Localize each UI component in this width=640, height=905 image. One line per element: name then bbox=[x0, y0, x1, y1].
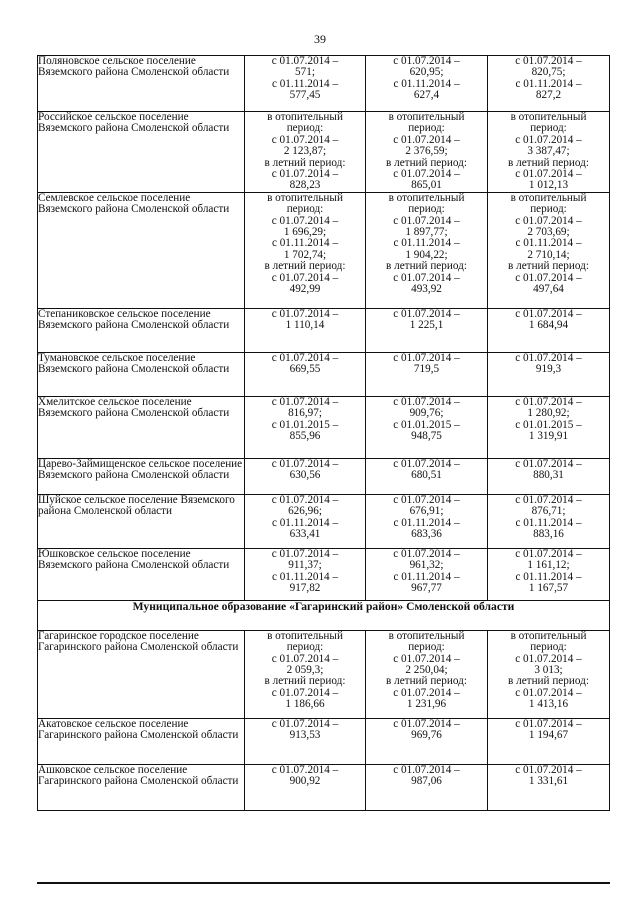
tariff-table-body bbox=[38, 56, 610, 811]
tariff-line: 2 710,14; bbox=[527, 248, 570, 261]
table-row bbox=[38, 630, 610, 718]
table-row bbox=[38, 458, 610, 494]
tariff-line: в летний период: bbox=[508, 156, 589, 169]
tariff-cell-col2 bbox=[366, 308, 488, 352]
tariff-line: 948,75 bbox=[411, 430, 442, 443]
tariff-cell-col3 bbox=[488, 764, 610, 810]
tariff-line: с 01.07.2014 – bbox=[393, 652, 460, 665]
tariff-line: в отопительный bbox=[267, 629, 343, 642]
tariff-line: период: bbox=[530, 641, 567, 654]
settlement-name: Поляновское сельское поселение Вяземского района Смоленской области bbox=[38, 56, 245, 112]
settlement-name: Тумановское сельское поселение Вяземского района Смоленской области bbox=[38, 352, 245, 396]
tariff-line: с 01.07.2014 – bbox=[393, 271, 460, 284]
tariff-line: период: bbox=[408, 122, 445, 135]
settlement-name: Шуйское сельское поселение Вяземского района Смоленской области bbox=[38, 494, 245, 548]
tariff-line: с 01.11.2014 – bbox=[271, 77, 339, 90]
tariff-cell-col3 bbox=[488, 718, 610, 764]
tariff-line: с 01.07.2014 – bbox=[271, 133, 339, 146]
tariff-line: в отопительный bbox=[388, 191, 465, 204]
tariff-line: 627,4 bbox=[413, 89, 440, 102]
table-row bbox=[38, 764, 610, 810]
tariff-line: период: bbox=[286, 122, 324, 135]
table-row bbox=[38, 308, 610, 352]
tariff-line: с 01.07.2014 – bbox=[271, 307, 339, 320]
table-row bbox=[38, 396, 610, 458]
page-number: 39 bbox=[314, 32, 326, 46]
tariff-line: с 01.07.2014 – bbox=[271, 395, 339, 408]
tariff-line: с 01.07.2014 – bbox=[393, 686, 460, 699]
tariff-cell-col2 bbox=[366, 352, 488, 396]
tariff-cell-col2 bbox=[366, 718, 488, 764]
tariff-cell-col1 bbox=[245, 718, 366, 764]
tariff-line: в летний период: bbox=[386, 260, 467, 273]
tariff-line: 1 904,22; bbox=[405, 248, 448, 261]
tariff-line: с 01.11.2014 – bbox=[271, 516, 339, 529]
tariff-cell-col1 bbox=[245, 112, 366, 193]
tariff-line: с 01.07.2014 – bbox=[515, 717, 582, 730]
tariff-cell-col1 bbox=[245, 494, 366, 548]
tariff-line: 1 167,57 bbox=[528, 582, 569, 595]
tariff-line: с 01.07.2014 – bbox=[515, 547, 582, 560]
tariff-line: с 01.07.2014 – bbox=[515, 652, 582, 665]
tariff-cell-col1 bbox=[245, 352, 366, 396]
settlement-name: Юшковское сельское поселение Вяземского района Смоленской области bbox=[38, 548, 245, 600]
tariff-line: с 01.07.2014 – bbox=[271, 457, 339, 470]
tariff-line: 1 897,77; bbox=[405, 226, 448, 239]
tariff-cell-col1 bbox=[245, 764, 366, 810]
tariff-line: с 01.07.2014 – bbox=[271, 55, 339, 67]
tariff-line: 2 059,3; bbox=[286, 664, 324, 677]
tariff-line: период: bbox=[408, 203, 445, 216]
tariff-line: 577,45 bbox=[289, 89, 321, 102]
tariff-cell-col2 bbox=[366, 494, 488, 548]
tariff-line: 1 331,61 bbox=[528, 775, 569, 788]
table-row bbox=[38, 718, 610, 764]
tariff-line: 828,23 bbox=[289, 179, 321, 192]
tariff-cell-col1 bbox=[245, 56, 366, 112]
tariff-line: с 01.07.2014 – bbox=[271, 547, 339, 560]
tariff-cell-col3 bbox=[488, 548, 610, 600]
tariff-line: 855,96 bbox=[289, 430, 321, 443]
tariff-line: 1 684,94 bbox=[528, 319, 569, 332]
tariff-cell-col2 bbox=[366, 56, 488, 112]
tariff-line: 620,95; bbox=[409, 66, 444, 79]
tariff-line: 911,37; bbox=[288, 559, 322, 572]
tariff-line: с 01.07.2014 – bbox=[515, 307, 582, 320]
tariff-line: 1 231,96 bbox=[406, 698, 447, 711]
tariff-line: 969,76 bbox=[411, 729, 442, 742]
tariff-line: в отопительный bbox=[388, 629, 465, 642]
tariff-line: с 01.07.2014 – bbox=[515, 457, 582, 470]
tariff-line: 967,77 bbox=[411, 582, 442, 595]
tariff-line: 571; bbox=[295, 66, 315, 79]
settlement-name: Царево-Займищенское сельское поселение Вяземского района Смоленской области bbox=[38, 458, 245, 494]
tariff-line: с 01.11.2014 – bbox=[271, 570, 339, 583]
tariff-line: 683,36 bbox=[411, 528, 442, 541]
settlement-name: Акатовское сельское поселение Гагаринского района Смоленской области bbox=[38, 718, 245, 764]
tariff-line: 827,2 bbox=[535, 89, 562, 102]
tariff-line: в летний период: bbox=[264, 156, 346, 169]
tariff-line: 820,75; bbox=[531, 66, 566, 79]
tariff-line: с 01.07.2014 – bbox=[271, 717, 339, 730]
tariff-line: с 01.07.2014 – bbox=[515, 133, 582, 146]
tariff-line: в отопительный bbox=[267, 191, 343, 204]
table-row bbox=[38, 352, 610, 396]
tariff-line: период: bbox=[286, 203, 324, 216]
tariff-line: 1 702,74; bbox=[283, 248, 327, 261]
table-row bbox=[38, 112, 610, 193]
tariff-cell-col3 bbox=[488, 458, 610, 494]
tariff-line: 880,31 bbox=[533, 469, 564, 482]
settlement-name: Хмелитское сельское поселение Вяземского района Смоленской области bbox=[38, 396, 245, 458]
tariff-line: 1 696,29; bbox=[283, 226, 327, 239]
tariff-line: период: bbox=[408, 641, 445, 654]
tariff-line: 909,76; bbox=[409, 407, 444, 420]
tariff-line: с 01.07.2014 – bbox=[393, 395, 460, 408]
footer-rule bbox=[37, 882, 610, 884]
tariff-line: 865,01 bbox=[411, 179, 442, 192]
tariff-line: 919,3 bbox=[535, 363, 562, 376]
tariff-line: 719,5 bbox=[413, 363, 440, 376]
tariff-line: с 01.07.2014 – bbox=[393, 168, 460, 181]
tariff-cell-col2 bbox=[366, 458, 488, 494]
tariff-line: с 01.07.2014 – bbox=[515, 395, 582, 408]
tariff-cell-col1 bbox=[245, 308, 366, 352]
tariff-line: с 01.11.2014 – bbox=[515, 77, 582, 90]
tariff-line: 1 161,12; bbox=[527, 559, 570, 572]
tariff-cell-col2 bbox=[366, 396, 488, 458]
tariff-line: в летний период: bbox=[508, 260, 589, 273]
tariff-line: с 01.07.2014 – bbox=[271, 168, 339, 181]
tariff-line: с 01.07.2014 – bbox=[393, 547, 460, 560]
tariff-line: с 01.07.2014 – bbox=[271, 351, 339, 364]
tariff-line: с 01.07.2014 – bbox=[271, 686, 339, 699]
tariff-line: с 01.07.2014 – bbox=[271, 652, 339, 665]
tariff-line: с 01.01.2015 – bbox=[393, 418, 460, 431]
tariff-line: с 01.07.2014 – bbox=[393, 214, 460, 227]
tariff-line: 900,92 bbox=[289, 775, 321, 788]
tariff-line: в отопительный bbox=[388, 111, 465, 123]
tariff-line: 1 413,16 bbox=[528, 698, 569, 711]
tariff-line: с 01.07.2014 – bbox=[393, 351, 460, 364]
tariff-cell-col2 bbox=[366, 630, 488, 718]
settlement-name: Степаниковское сельское поселение Вяземского района Смоленской области bbox=[38, 308, 245, 352]
tariff-line: 816,97; bbox=[288, 407, 322, 420]
tariff-line: 626,96; bbox=[288, 505, 322, 518]
tariff-cell-col1 bbox=[245, 630, 366, 718]
settlement-name: Российское сельское поселение Вяземского района Смоленской области bbox=[38, 112, 245, 193]
tariff-line: период: bbox=[530, 122, 567, 135]
tariff-cell-col3 bbox=[488, 630, 610, 718]
tariff-line: с 01.07.2014 – bbox=[271, 214, 339, 227]
section-header-row bbox=[38, 600, 610, 630]
table-row bbox=[38, 548, 610, 600]
tariff-line: с 01.07.2014 – bbox=[515, 351, 582, 364]
tariff-line: 630,56 bbox=[289, 469, 321, 482]
tariff-line: с 01.11.2014 – bbox=[393, 77, 460, 90]
tariff-line: 1 110,14 bbox=[285, 319, 325, 332]
tariff-line: с 01.11.2014 – bbox=[393, 570, 460, 583]
table-row bbox=[38, 494, 610, 548]
tariff-line: 680,51 bbox=[411, 469, 442, 482]
tariff-line: 1 186,66 bbox=[285, 698, 325, 711]
tariff-cell-col3 bbox=[488, 494, 610, 548]
tariff-line: с 01.11.2014 – bbox=[515, 570, 582, 583]
tariff-line: в отопительный bbox=[510, 111, 587, 123]
tariff-cell-col1 bbox=[245, 396, 366, 458]
table-row bbox=[38, 56, 610, 112]
tariff-line: в отопительный bbox=[510, 191, 587, 204]
settlement-name: Ашковское сельское поселение Гагаринского района Смоленской области bbox=[38, 764, 245, 810]
tariff-line: 676,91; bbox=[409, 505, 444, 518]
tariff-line: с 01.07.2014 – bbox=[393, 493, 460, 506]
tariff-cell-col3 bbox=[488, 112, 610, 193]
tariff-line: 913,53 bbox=[289, 729, 321, 742]
tariff-line: 1 012,13 bbox=[528, 179, 569, 192]
tariff-cell-col3 bbox=[488, 192, 610, 308]
tariff-line: в летний период: bbox=[264, 675, 346, 688]
tariff-line: в летний период: bbox=[508, 675, 589, 688]
tariff-line: период: bbox=[530, 203, 567, 216]
tariff-line: в отопительный bbox=[510, 629, 587, 642]
tariff-line: 497,64 bbox=[533, 283, 564, 296]
tariff-line: с 01.01.2015 – bbox=[515, 418, 582, 431]
tariff-line: 1 280,92; bbox=[527, 407, 570, 420]
tariff-line: в летний период: bbox=[386, 156, 467, 169]
tariff-line: 2 123,87; bbox=[283, 145, 327, 158]
tariff-line: 1 194,67 bbox=[528, 729, 569, 742]
tariff-line: с 01.07.2014 – bbox=[393, 55, 460, 67]
tariff-line: 917,82 bbox=[289, 582, 321, 595]
tariff-line: с 01.07.2014 – bbox=[271, 271, 339, 284]
tariff-line: 2 703,69; bbox=[527, 226, 570, 239]
tariff-line: с 01.01.2015 – bbox=[271, 418, 339, 431]
tariff-line: 1 225,1 bbox=[409, 319, 444, 332]
tariff-cell-col2 bbox=[366, 112, 488, 193]
tariff-line: в летний период: bbox=[386, 675, 467, 688]
tariff-line: 3 387,47; bbox=[527, 145, 570, 158]
settlement-name: Гагаринское городское поселение Гагаринского района Смоленской области bbox=[38, 630, 245, 718]
tariff-cell-col3 bbox=[488, 396, 610, 458]
tariff-cell-col3 bbox=[488, 352, 610, 396]
tariff-line: 1 319,91 bbox=[528, 430, 569, 443]
tariff-cell-col2 bbox=[366, 192, 488, 308]
tariff-line: с 01.07.2014 – bbox=[515, 55, 582, 67]
tariff-line: 876,71; bbox=[531, 505, 566, 518]
tariff-line: с 01.07.2014 – bbox=[393, 133, 460, 146]
tariff-line: в отопительный bbox=[267, 111, 343, 123]
tariff-line: с 01.11.2014 – bbox=[393, 516, 460, 529]
tariff-line: 492,99 bbox=[289, 283, 321, 296]
tariff-line: 987,06 bbox=[411, 775, 442, 788]
tariff-cell-col1 bbox=[245, 192, 366, 308]
tariff-line: период: bbox=[286, 641, 324, 654]
tariff-line: с 01.07.2014 – bbox=[271, 763, 339, 776]
tariff-line: с 01.07.2014 – bbox=[393, 717, 460, 730]
tariff-line: с 01.11.2014 – bbox=[271, 237, 339, 250]
tariff-line: 669,55 bbox=[289, 363, 321, 376]
tariff-line: с 01.07.2014 – bbox=[515, 686, 582, 699]
section-title: Муниципальное образование «Гагаринский район» Смоленской области bbox=[38, 600, 610, 630]
tariff-line: с 01.07.2014 – bbox=[515, 214, 582, 227]
tariff-line: с 01.07.2014 – bbox=[393, 307, 460, 320]
tariff-line: с 01.07.2014 – bbox=[515, 493, 582, 506]
tariff-cell-col2 bbox=[366, 548, 488, 600]
tariff-line: с 01.11.2014 – bbox=[393, 237, 460, 250]
tariff-line: 961,32; bbox=[409, 559, 444, 572]
tariff-line: 493,92 bbox=[411, 283, 442, 296]
tariff-line: 633,41 bbox=[289, 528, 321, 541]
tariff-line: с 01.07.2014 – bbox=[515, 168, 582, 181]
tariff-line: с 01.07.2014 – bbox=[393, 763, 460, 776]
tariff-line: 2 376,59; bbox=[405, 145, 448, 158]
tariff-line: с 01.07.2014 – bbox=[271, 493, 339, 506]
tariff-table bbox=[37, 55, 610, 811]
tariff-line: с 01.07.2014 – bbox=[515, 763, 582, 776]
tariff-cell-col1 bbox=[245, 548, 366, 600]
settlement-name: Семлевское сельское поселение Вяземского района Смоленской области bbox=[38, 192, 245, 308]
tariff-cell-col3 bbox=[488, 56, 610, 112]
tariff-line: с 01.11.2014 – bbox=[515, 516, 582, 529]
tariff-cell-col3 bbox=[488, 308, 610, 352]
tariff-line: с 01.07.2014 – bbox=[393, 457, 460, 470]
tariff-line: с 01.07.2014 – bbox=[515, 271, 582, 284]
tariff-line: с 01.11.2014 – bbox=[515, 237, 582, 250]
tariff-cell-col1 bbox=[245, 458, 366, 494]
tariff-line: в летний период: bbox=[264, 260, 346, 273]
tariff-cell-col2 bbox=[366, 764, 488, 810]
table-row bbox=[38, 192, 610, 308]
tariff-line: 2 250,04; bbox=[405, 664, 448, 677]
tariff-line: 3 013; bbox=[534, 664, 563, 677]
tariff-line: 883,16 bbox=[533, 528, 564, 541]
